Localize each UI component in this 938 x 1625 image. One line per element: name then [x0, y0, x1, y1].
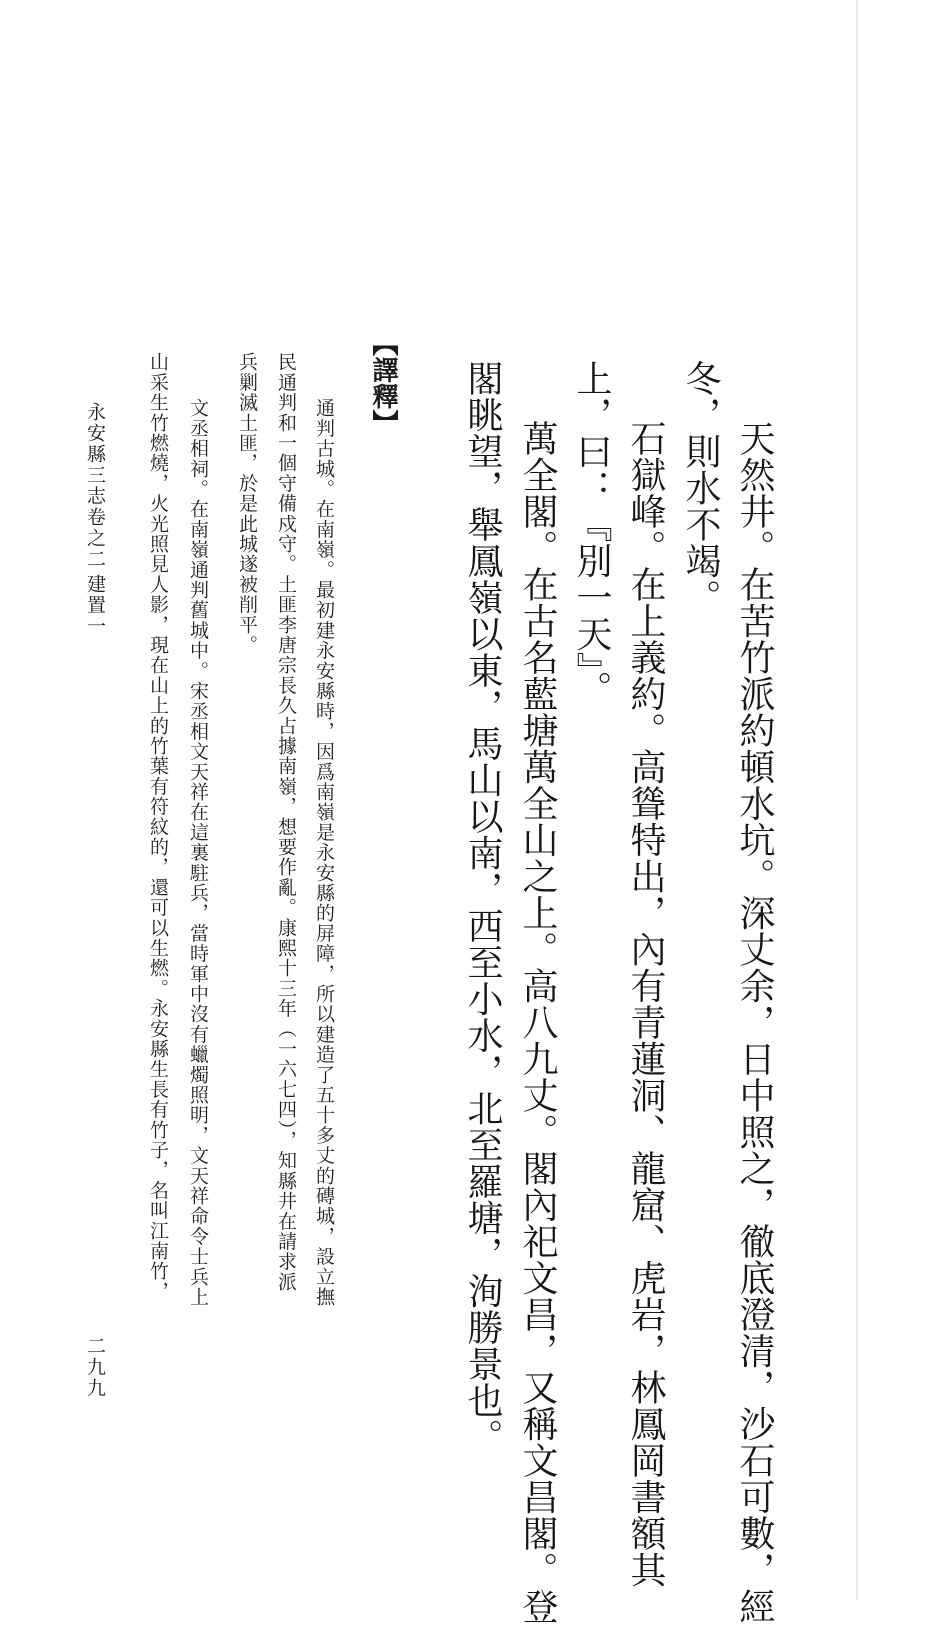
- page-number: 二九九: [84, 1336, 106, 1399]
- page-edge: [856, 0, 858, 1600]
- footer-section: 建置一: [84, 574, 106, 637]
- translation-heading: 【譯釋】: [368, 330, 398, 436]
- main-column-6: 閣眺望，舉鳳嶺以東，馬山以南，西至小水，北至羅塘，洵勝景也。: [462, 360, 503, 1455]
- translation-column-5: 山采生竹燃燒，火光照見人影，現在山上的竹葉有符紋的，還可以生燃。永安縣生長有竹子，名叫江南竹，: [147, 352, 169, 1302]
- main-column-2: 冬，則水不竭。: [680, 360, 721, 616]
- translation-column-4: 文丞相祠。在南嶺通判舊城中。宋丞相文天祥在這裏駐兵，當時軍中沒有蠟燭照明，文天祥命令士兵上: [187, 398, 209, 1307]
- main-column-5: 萬全閣。在古名藍塘萬全山之上。高八九丈。閣內祀文昌，又稱文昌閣。登: [517, 420, 558, 1625]
- translation-column-3: 兵剿滅土匪，於是此城遂被削平。: [236, 352, 258, 655]
- translation-column-2: 民通判和一個守備戍守。土匪李唐宗長久占據南嶺，想要作亂。康熙十三年（一六七四），知縣井在請求派: [275, 352, 297, 1292]
- main-column-4: 上，曰：『別一天』。: [571, 360, 612, 707]
- main-column-3: 石獄峰。在上義約。高聳特出，內有青蓮洞、龍窟、虎岩，林鳳岡書額其: [625, 420, 666, 1588]
- main-column-1: 天然井。在苦竹派約頓水坑。深丈余，日中照之，徹底澄清，沙石可數，經: [734, 420, 775, 1625]
- translation-column-1: 通判古城。在南嶺。最初建永安縣時，因爲南嶺是永安縣的屏障，所以建造了五十多丈的磚城，設立撫: [313, 398, 335, 1307]
- footer-book-title: 永安縣三志卷之二: [84, 402, 106, 570]
